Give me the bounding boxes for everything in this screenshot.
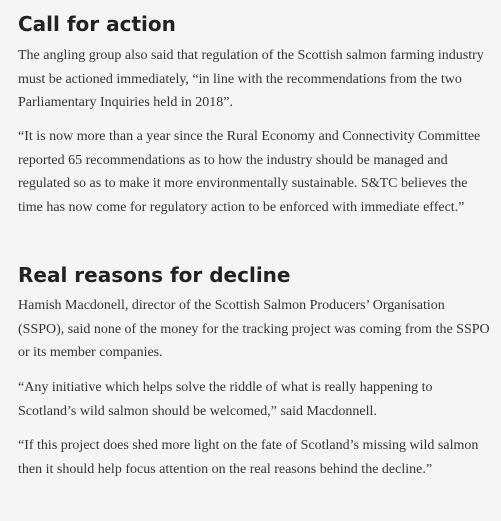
section-heading-real-reasons: Real reasons for decline [18, 263, 291, 287]
section-heading-call-for-action: Call for action [18, 12, 176, 36]
paragraph: Hamish Macdonell, director of the Scottish Salmon Producers’ Organisation (SSPO), said none of the money for the tracking project was coming from the SSPO or its member companies. [18, 298, 490, 360]
quote-paragraph: “If this project does shed more light on the fate of Scotland’s missing wild salmon then it should help focus attention on the real reasons behind the decline.” [18, 438, 479, 477]
quote-paragraph: “Any initiative which helps solve the riddle of what is really happening to Scotland’s wild salmon should be welcomed,” said Macdonnell. [18, 380, 433, 419]
quote-paragraph: “It is now more than a year since the Rural Economy and Connectivity Committee reported 65 recommendations as to how the industry should be managed and regulated so as to make it more environmentally sustainable. S&TC believes the time has now come for regulatory action to be enforced with immediate effect.” [18, 129, 481, 215]
paragraph: The angling group also said that regulation of the Scottish salmon farming industry must be actioned immediately, “in line with the recommendations from the two Parliamentary Inquiries held in 2018”. [18, 48, 484, 110]
